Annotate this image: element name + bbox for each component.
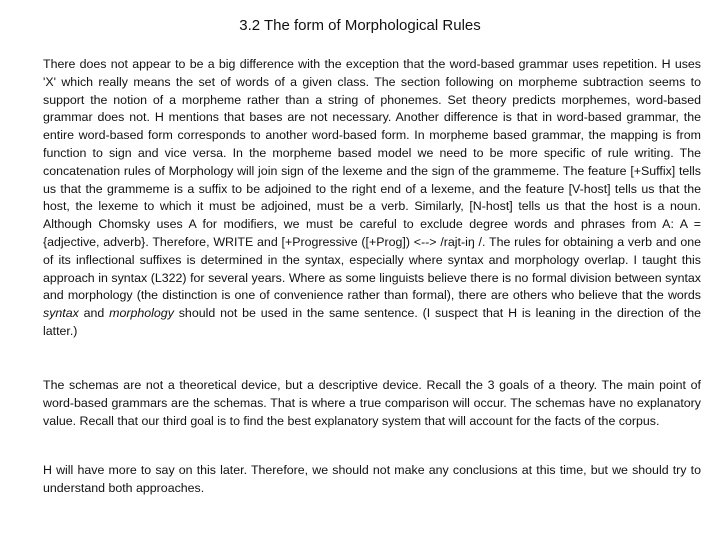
page-title: 3.2 The form of Morphological Rules (239, 17, 481, 34)
paragraph-schemas: The schemas are not a theoretical device, but a descriptive device. Recall the 3 goals of a theory. The main point of word-based grammars are the schemas. That is where a true comparison will occur. The schemas have no explanatory value. Recall that our third goal is to find the best explanatory system that will account for the facts of the corpus. (43, 378, 701, 428)
paragraph-text: There does not appear to be a big difference with the exception that the word-based grammar uses repetition. H uses 'X' which really means the set of words of a given class. The section following on morpheme subtraction seems to support the notion of a morpheme rather than a string of phonemes. Set theory predicts morphemes, word-based grammar does not. H mentions that bases are not necessary. Another difference is that in word-based grammar, the entire word-based form corresponds to another word-based form. In morpheme based grammar, the mapping is from function to sign and vice versa. In the morpheme based model we need to be more specific of rule writing. The concatenation rules of Morphology will join sign of the lexeme and the sign of the grammeme. The feature [+Suffix] tells us that the grammeme is a suffix to be adjoined to the right end of a lexeme, and the feature [V-host] tells us that the host, the lexeme to which it must be adjoined, must be a verb. Similarly, [N-host] tells us that the host is a noun. Although Chomsky uses A for modifiers, we must be careful to exclude degree words and phrases from A: A = {adjective, adverb}. Therefore, WRITE and [+Progressive ([+Prog]) <--> /rajt-iŋ /. The rules for obtaining a verb and one of its inflectional suffixes is determined in the syntax, especially where syntax and morphology overlap. I taught this approach in syntax (L322) for several years. Where as some linguists believe there is no formal division between syntax and morphology (the distinction is one of convenience rather than formal), there are others who believe that the words (43, 57, 701, 303)
paragraph-text: and (78, 306, 110, 321)
italic-term-syntax: syntax (43, 306, 79, 321)
italic-term-morphology: morphology (109, 306, 174, 321)
paragraph-morphology-comparison (43, 56, 701, 341)
paragraph-conclusion: H will have more to say on this later. Therefore, we should not make any conclusions at this time, but we should try to understand both approaches. (43, 463, 701, 495)
paragraph-text: should not be used in the same sentence. (I suspect that H is leaning in the direction of the latter.) (43, 306, 701, 338)
